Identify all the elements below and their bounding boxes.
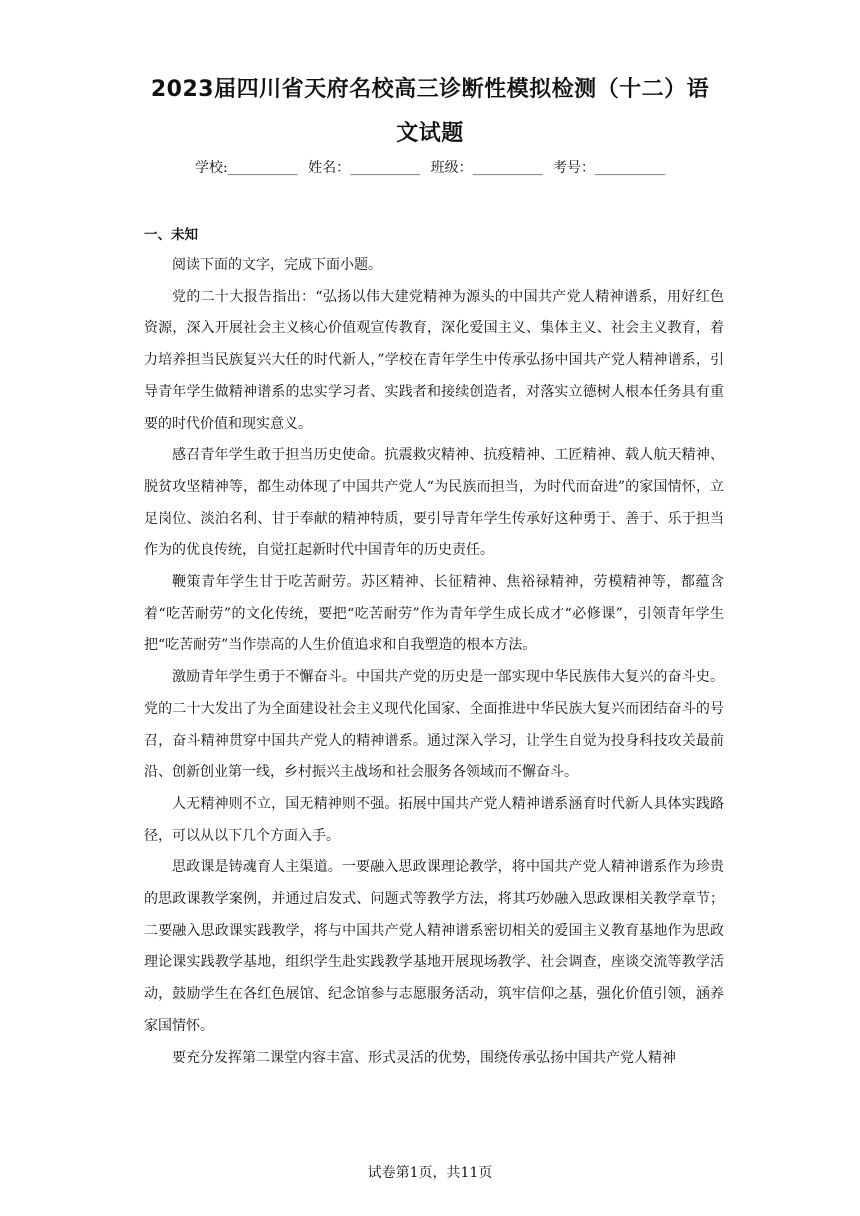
document-title: 2023届四川省天府名校高三诊断性模拟检测（十二）语文试题 [150, 77, 710, 146]
paragraph: 阅读下面的文字，完成下面小题。 [172, 257, 382, 273]
paragraph: 要充分发挥第二课堂内容丰富、形式灵活的优势，围绕传承弘扬中国共产党人精神 [172, 1049, 676, 1066]
class-field[interactable]: 班级：__________ [430, 160, 543, 176]
name-field[interactable]: 姓名：__________ [308, 160, 421, 176]
paragraph: 激励青年学生勇于不懈奋斗。中国共产党的历史是一部实现中华民族伟大复兴的奋斗史。党的二十大发出了为全面建设社会主义现代化国家、全面推进中华民族大复兴而团结奋斗的号召，奋斗精神贯穿中国共产党人的精神谱系。通过深入学习，让学生自觉为投身科技攻关最前沿、创新创业第一线，乡村振兴主战场和社会服务各领域而不懈奋斗。 [144, 669, 724, 781]
paragraph: 思政课是铸魂育人主渠道。一要融入思政课理论教学，将中国共产党人精神谱系作为珍贵的思政课教学案例，并通过启发式、问题式等教学方法，将其巧妙融入思政课相关教学章节；二要融入思政课实践教学，将与中国共产党人精神谱系密切相关的爱国主义教育基地作为思政理论课实践教学基地，组织学生赴实践教学基地开展现场教学、社会调查，座谈交流等教学活动，鼓励学生在各红色展馆、纪念馆参与志愿服务活动，筑牢信仰之基，强化价值引领，涵养家国情怀。 [144, 859, 724, 1034]
paragraph: 党的二十大报告指出：“弘扬以伟大建党精神为源头的中国共产党人精神谱系，用好红色资源，深入开展社会主义核心价值观宣传教育，深化爱国主义、集体主义、社会主义教育，着力培养担当民族复兴大任的时代新人，”学校在青年学生中传承弘扬中国共产党人精神谱系，引导青年学生做精神谱系的忠实学习者、实践者和接续创造者，对落实立德树人根本任务具有重要的时代价值和现实意义。 [144, 288, 724, 432]
paragraph: 感召青年学生敢于担当历史使命。抗震救灾精神、抗疫精神、工匠精神、载人航天精神、脱贫攻坚精神等，都生动体现了中国共产党人“为民族而担当，为时代而奋进”的家国情怀，立足岗位、淡泊名利、甘于奉献的精神特质，要引导青年学生传承好这种勇于、善于、乐于担当作为的优良传统，自觉扛起新时代中国青年的历史责任。 [144, 447, 724, 559]
exam-number-field[interactable]: 考号：__________ [553, 160, 666, 176]
page-footer: 试卷第1页，共11页 [367, 1165, 493, 1181]
student-info-line [0, 157, 860, 179]
section-heading: 一、未知 [144, 227, 198, 243]
passage [144, 250, 724, 1074]
school-field[interactable]: 学校:__________ [194, 160, 298, 176]
paragraph: 鞭策青年学生甘于吃苦耐劳。苏区精神、长征精神、焦裕禄精神，劳模精神等，都蕴含着“吃苦耐劳”的文化传统，要把“吃苦耐劳”作为青年学生成长成才“必修课”，引领青年学生把“吃苦耐劳”当作崇高的人生价值追求和自我塑造的根本方法。 [144, 574, 724, 654]
paragraph: 人无精神则不立，国无精神则不强。拓展中国共产党人精神谱系涵育时代新人具体实践路径，可以从以下几个方面入手。 [144, 795, 724, 844]
